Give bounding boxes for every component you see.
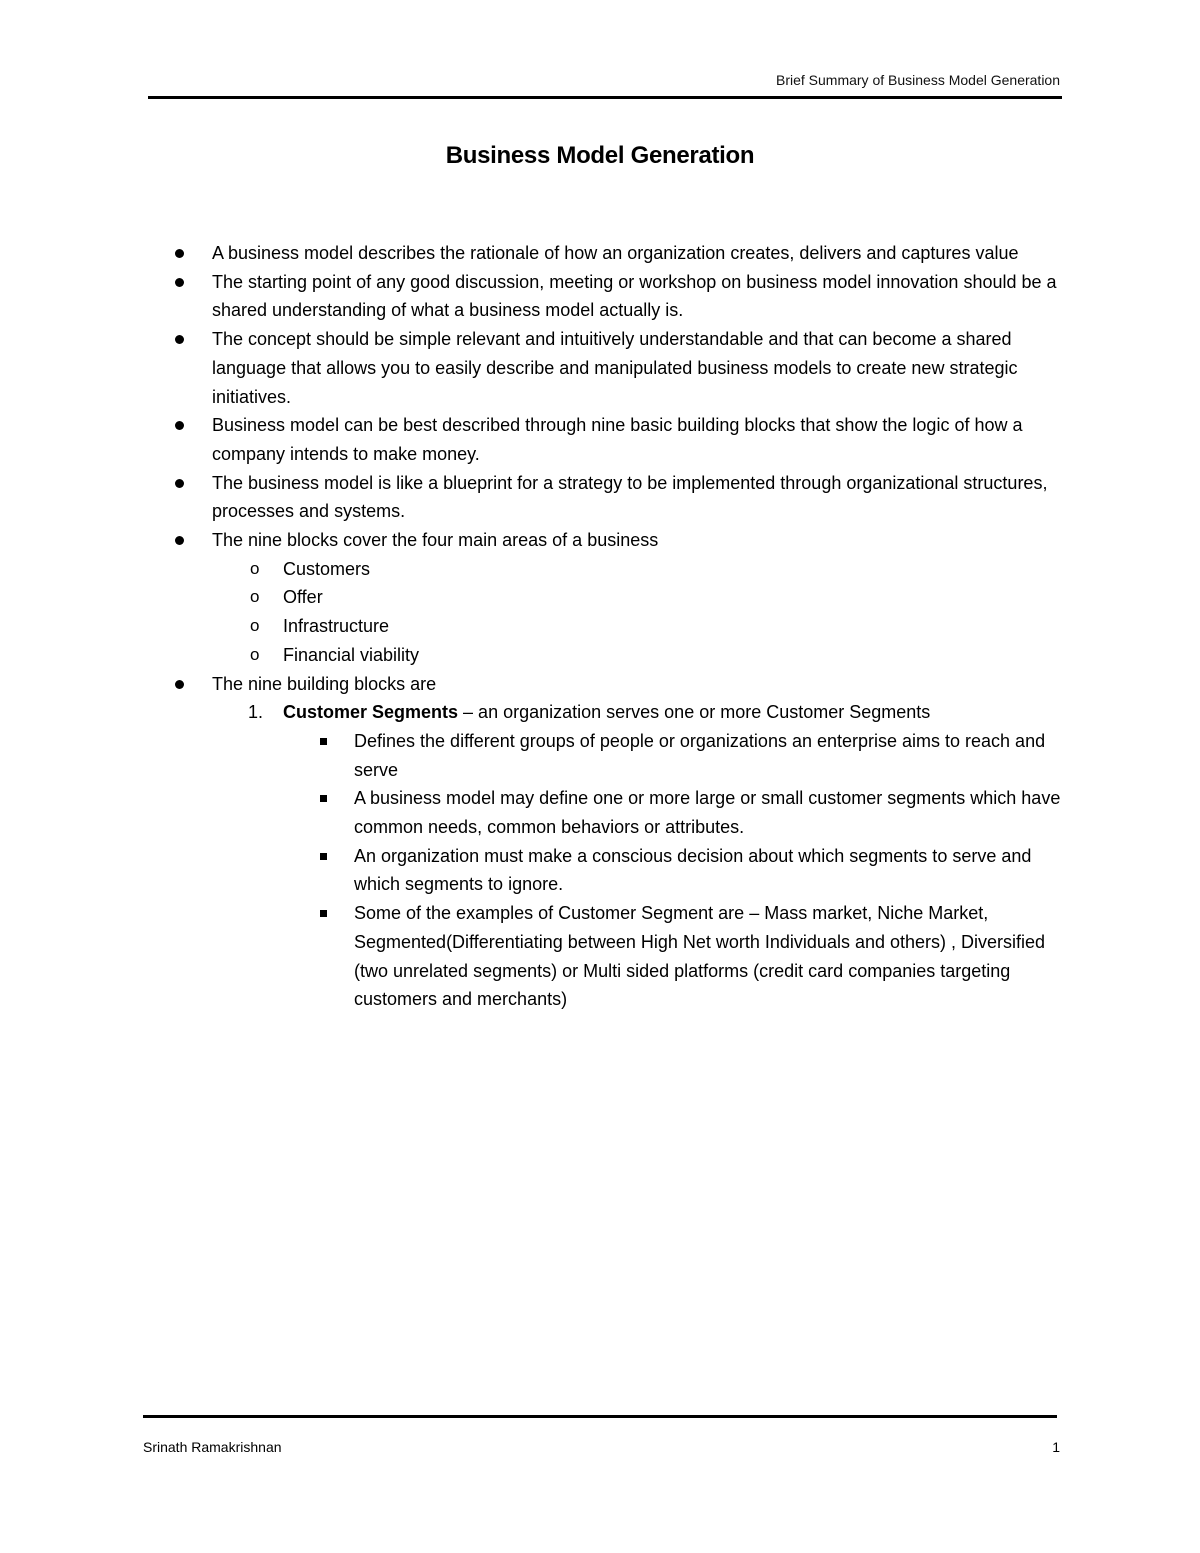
bullet-dot-icon	[175, 680, 184, 689]
bullet-text: A business model describes the rationale of how an organization creates, delivers and captures value	[212, 243, 1019, 263]
numbered-item	[0, 698, 1063, 727]
area-item	[0, 612, 1063, 641]
square-bullet-icon	[320, 795, 327, 802]
sub-bullet-item	[0, 899, 1064, 1014]
page-number: 1	[1052, 1439, 1060, 1455]
bullet-dot-icon	[175, 278, 184, 287]
hollow-bullet-icon: o	[250, 616, 260, 636]
footer-rule	[143, 1415, 1057, 1418]
bullet-item	[0, 670, 1062, 699]
bullet-text: The concept should be simple relevant and intuitively understandable and that can become a shared language that allows you to easily describe and manipulated business models to create new strategic initiatives.	[212, 329, 1018, 407]
area-item	[0, 583, 1063, 612]
bullet-item	[0, 469, 1062, 526]
sub-bullet-item	[0, 842, 1064, 899]
bullet-dot-icon	[175, 536, 184, 545]
bullet-item	[0, 325, 1062, 411]
sub-bullet-text: A business model may define one or more large or small customer segments which have common needs, common behaviors or attributes.	[354, 788, 1061, 838]
bullet-dot-icon	[175, 479, 184, 488]
item-number: 1.	[248, 702, 264, 723]
hollow-bullet-icon: o	[250, 644, 260, 664]
sub-bullet-text: An organization must make a conscious decision about which segments to serve and which segments to ignore.	[354, 845, 1032, 895]
area-text: Offer	[283, 587, 323, 608]
square-bullet-icon	[320, 853, 327, 860]
document-title: Business Model Generation	[445, 142, 755, 169]
bullet-item	[0, 239, 1062, 268]
bullet-dot-icon	[175, 335, 184, 344]
area-item	[0, 555, 1063, 584]
bullet-item	[0, 526, 1062, 555]
area-item	[0, 641, 1063, 670]
bullet-text: The starting point of any good discussion, meeting or workshop on business model innovation should be a shared understanding of what a business model actually is.	[212, 271, 1057, 321]
bullet-item	[0, 268, 1062, 325]
document-body	[0, 239, 1200, 1014]
sub-bullet-text: Defines the different groups of people or organizations an enterprise aims to reach and serve	[354, 730, 1046, 780]
block-name: Customer Segments	[283, 702, 459, 723]
bullet-dot-icon	[175, 249, 184, 258]
block-description: – an organization serves one or more Customer Segments	[458, 702, 931, 723]
header-rule	[148, 96, 1062, 99]
sub-bullet-text: Some of the examples of Customer Segment are – Mass market, Niche Market, Segmented(Differentiating between High Net worth Individuals and others) , Diversified (two unrelated segments) or Multi sided platforms (credit card companies targeting customers and merchants)	[354, 903, 1046, 1010]
sub-bullet-item	[0, 784, 1064, 841]
bullet-text: Business model can be best described through nine basic building blocks that show the logic of how a company intends to make money.	[212, 415, 1023, 464]
bullet-dot-icon	[175, 421, 184, 430]
footer-author: Srinath Ramakrishnan	[143, 1439, 282, 1455]
bullet-item	[0, 411, 1062, 468]
bullet-text: The nine building blocks are	[212, 673, 437, 694]
sub-bullet-item	[0, 727, 1064, 784]
bullet-text: The business model is like a blueprint for a strategy to be implemented through organizational structures, processes and systems.	[212, 472, 1048, 522]
square-bullet-icon	[320, 910, 327, 917]
area-text: Infrastructure	[283, 616, 390, 637]
bullet-text: The nine blocks cover the four main areas of a business	[212, 530, 659, 551]
hollow-bullet-icon: o	[250, 558, 260, 578]
area-text: Financial viability	[283, 644, 420, 665]
area-text: Customers	[283, 558, 371, 579]
square-bullet-icon	[320, 738, 327, 745]
running-header: Brief Summary of Business Model Generation	[775, 72, 1060, 88]
hollow-bullet-icon: o	[250, 587, 260, 607]
